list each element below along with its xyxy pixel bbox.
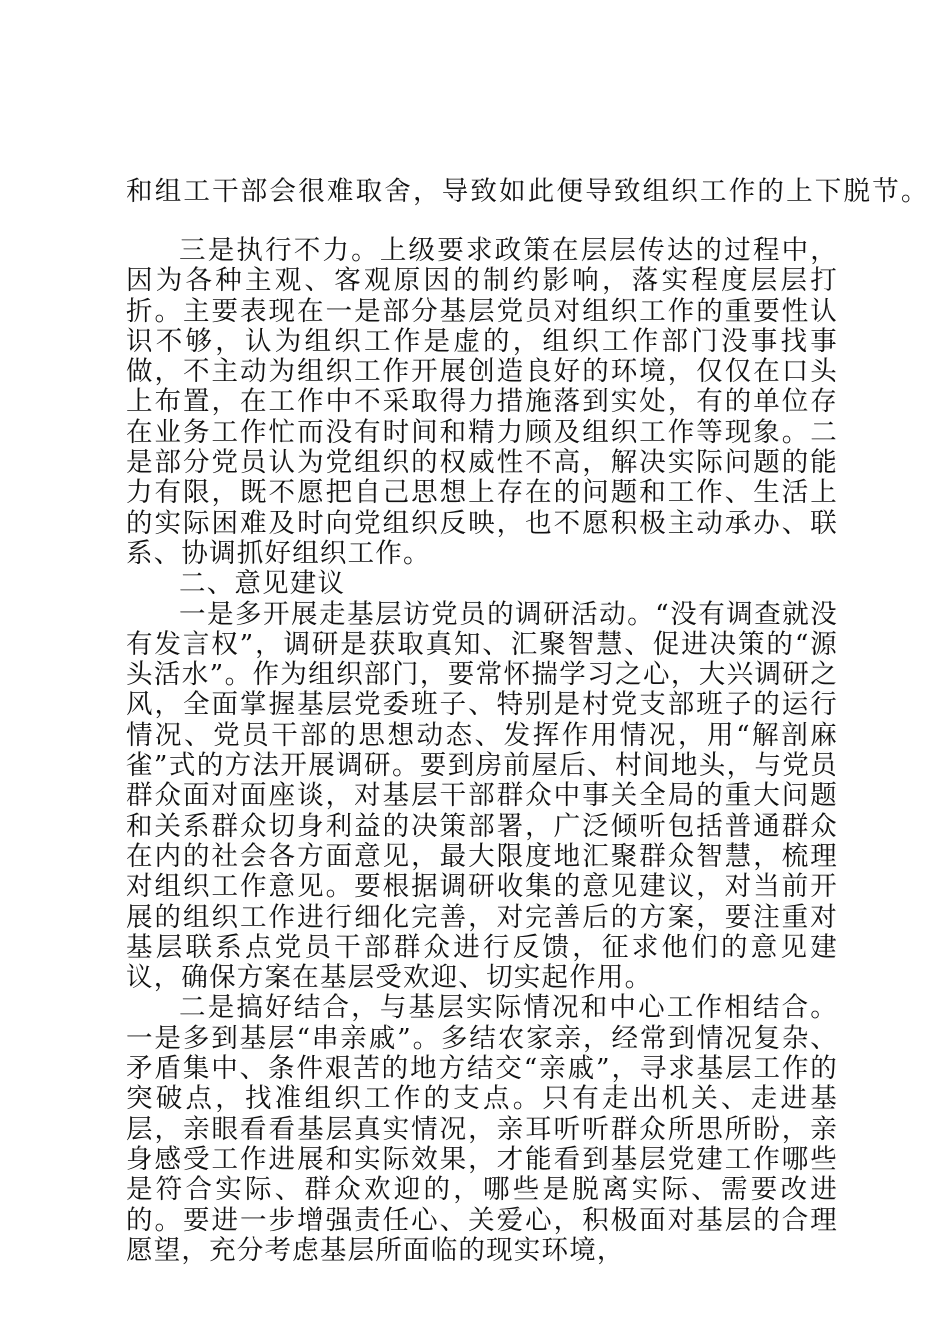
continuation-line: 和组工干部会很难取舍，导致如此便导致组织工作的上下脱节。: [126, 176, 930, 207]
section-heading-suggestions: 二、意见建议: [179, 568, 346, 600]
paragraph-integration-work: 二是搞好结合，与基层实际情况和中心工作相结合。一是多到基层“串亲戚”。多结农家亲，经常到情况复杂、矛盾集中、条件艰苦的地方结交“亲戚”，寻求基层工作的突破点，找准组织工作的支点。只有走出机关、走进基层，亲眼看看基层真实情况，亲耳听听群众所思所盼，亲身感受工作进展和实际效果，才能看到基层党建工作哪些是符合实际、群众欢迎的，哪些是脱离实际、需要改进的。要进一步增强责任心、关爱心，积极面对基层的合理愿望，充分考虑基层所面临的现实环境，: [126, 992, 838, 1266]
paragraph-execution-issues: 三是执行不力。上级要求政策在层层传达的过程中，因为各种主观、客观原因的制约影响，落实程度层层打折。主要表现在一是部分基层党员对组织工作的重要性认识不够，认为组织工作是虚的，组织工作部门没事找事做，不主动为组织工作开展创造良好的环境，仅仅在口头上布置，在工作中不采取得力措施落到实处，有的单位存在业务工作忙而没有时间和精力顾及组织工作等现象。二是部分党员认为党组织的权威性不高，解决实际问题的能力有限，既不愿把自己思想上存在的问题和工作、生活上的实际困难及时向党组织反映，也不愿积极主动承办、联系、协调抓好组织工作。: [126, 235, 838, 569]
paragraph-grassroots-research: 一是多开展走基层访党员的调研活动。“没有调查就没有发言权”，调研是获取真知、汇聚智慧、促进决策的“源头活水”。作为组织部门，要常怀揣学习之心，大兴调研之风，全面掌握基层党委班子、特别是村党支部班子的运行情况、党员干部的思想动态、发挥作用情况，用“解剖麻雀”式的方法开展调研。要到房前屋后、村间地头，与党员群众面对面座谈，对基层干部群众中事关全局的重大问题和关系群众切身利益的决策部署，广泛倾听包括普通群众在内的社会各方面意见，最大限度地汇聚群众智慧，梳理对组织工作意见。要根据调研收集的意见建议，对当前开展的组织工作进行细化完善，对完善后的方案，要注重对基层联系点党员干部群众进行反馈，征求他们的意见建议，确保方案在基层受欢迎、切实起作用。: [126, 598, 838, 994]
document-body: [126, 236, 838, 1266]
